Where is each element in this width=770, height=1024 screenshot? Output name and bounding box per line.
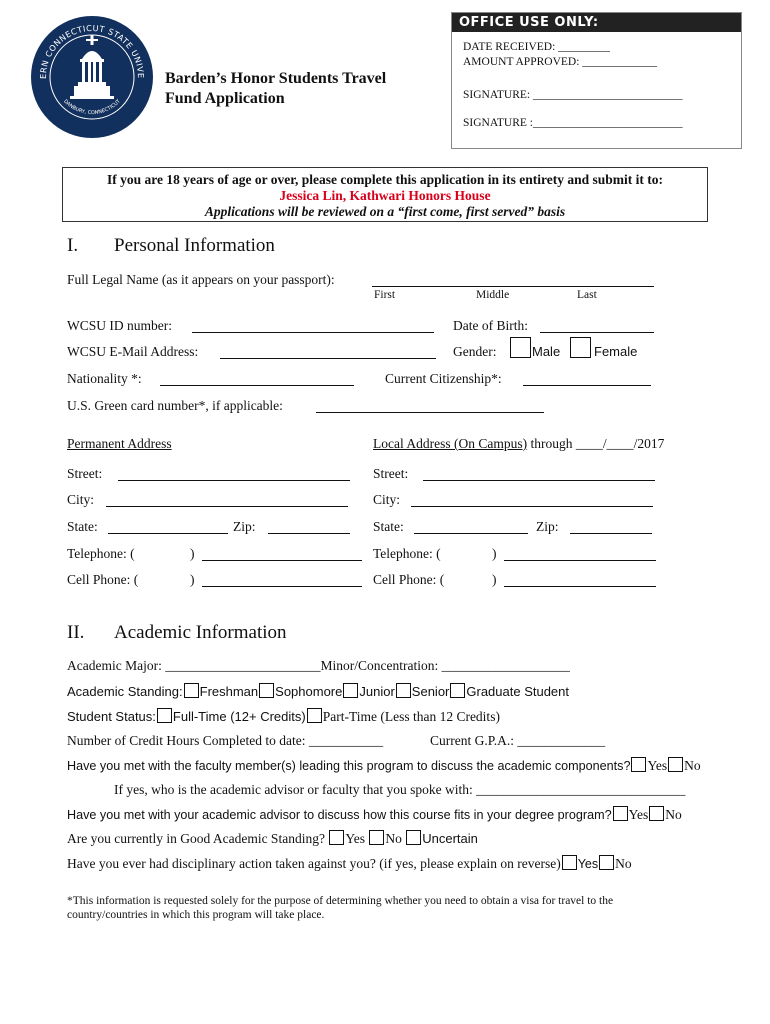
office-use-heading: OFFICE USE ONLY: <box>452 13 741 32</box>
sophomore-label: Sophomore <box>275 684 343 699</box>
academic-standing-row <box>67 683 569 700</box>
dob-input[interactable] <box>540 320 654 333</box>
perm-street-input[interactable] <box>118 468 350 481</box>
advisor-no-checkbox[interactable] <box>649 806 664 821</box>
form-title-line2: Fund Application <box>165 90 285 107</box>
faculty-question-row <box>67 757 701 774</box>
green-card-label: U.S. Green card number*, if applicable: <box>67 398 283 413</box>
dob-label: Date of Birth: <box>453 318 528 333</box>
section-academic-number: II. <box>67 622 85 643</box>
good-standing-row <box>67 830 478 847</box>
svg-text:DANBURY, CONNECTICUT: DANBURY, CONNECTICUT <box>62 98 122 117</box>
perm-city-input[interactable] <box>106 494 348 507</box>
citizenship-label: Current Citizenship*: <box>385 371 502 386</box>
graduate-label: Graduate Student <box>466 684 570 699</box>
full-name-label: Full Legal Name (as it appears on your passport): <box>67 272 335 287</box>
perm-telephone-input[interactable] <box>202 548 362 561</box>
email-input[interactable] <box>220 346 436 359</box>
notice-recipient: Jessica Lin, Kathwari Honors House <box>279 188 491 203</box>
freshman-label: Freshman <box>199 684 259 699</box>
visa-footnote-line1: *This information is requested solely for the purpose of determining whether you need to obtain a visa for travel to the <box>67 895 614 907</box>
local-zip-label: Zip: <box>536 519 559 534</box>
advisor-no-label: No <box>665 807 682 822</box>
junior-checkbox[interactable] <box>343 683 358 698</box>
disciplinary-no-label: No <box>615 856 632 871</box>
last-name-caption: Last <box>577 289 597 301</box>
credit-hours-field[interactable]: Number of Credit Hours Completed to date: ___________ <box>67 733 384 748</box>
sophomore-checkbox[interactable] <box>259 683 274 698</box>
gender-female-option[interactable] <box>569 337 637 360</box>
part-time-checkbox[interactable] <box>307 708 322 723</box>
disciplinary-row <box>67 855 632 872</box>
faculty-question-label: Have you met with the faculty member(s) leading this program to discuss the academic components? <box>67 759 631 773</box>
advisor-question-row <box>67 806 682 823</box>
notice-line1: If you are 18 years of age or over, please complete this application in its entirety and submit it to: <box>107 172 663 187</box>
gender-male-checkbox[interactable] <box>510 337 531 358</box>
senior-checkbox[interactable] <box>396 683 411 698</box>
local-telephone-paren: ) <box>492 546 497 561</box>
good-standing-label: Are you currently in Good Academic Standing? <box>67 831 325 846</box>
section-personal-number: I. <box>67 235 79 256</box>
good-standing-yes-checkbox[interactable] <box>329 830 344 845</box>
form-title-line1: Barden’s Honor Students Travel <box>165 70 387 87</box>
nationality-input[interactable] <box>160 373 354 386</box>
good-standing-yes-label: Yes <box>345 831 365 846</box>
perm-telephone-paren: ) <box>190 546 195 561</box>
local-state-input[interactable] <box>414 521 528 534</box>
local-address-dates[interactable]: through ____/____/2017 <box>530 436 665 451</box>
local-telephone-label: Telephone: ( <box>373 546 441 561</box>
perm-cell-paren: ) <box>190 572 195 587</box>
faculty-yes-checkbox[interactable] <box>631 757 646 772</box>
good-standing-uncertain-checkbox[interactable] <box>406 830 421 845</box>
student-status-row <box>67 708 500 725</box>
permanent-address-heading: Permanent Address <box>67 436 172 451</box>
visa-footnote-line2: country/countries in which this program will take place. <box>67 909 325 921</box>
visa-footnote <box>67 894 613 922</box>
perm-cell-input[interactable] <box>202 574 362 587</box>
faculty-yes-label: Yes <box>647 758 668 773</box>
perm-telephone-label: Telephone: ( <box>67 546 135 561</box>
faculty-followup-field[interactable]: If yes, who is the academic advisor or faculty that you spoke with: _______________________________ <box>114 782 686 797</box>
local-cell-input[interactable] <box>504 574 656 587</box>
gender-male-option[interactable] <box>509 337 560 360</box>
full-name-input[interactable] <box>372 274 654 287</box>
good-standing-no-checkbox[interactable] <box>369 830 384 845</box>
advisor-yes-checkbox[interactable] <box>613 806 628 821</box>
nationality-label: Nationality *: <box>67 371 142 386</box>
gender-female-label: Female <box>594 344 638 359</box>
perm-city-label: City: <box>67 492 95 507</box>
notice-line3: Applications will be reviewed on a “first come, first served” basis <box>204 204 566 219</box>
good-standing-uncertain-label: Uncertain <box>422 831 478 846</box>
gender-label: Gender: <box>453 344 497 359</box>
perm-state-input[interactable] <box>108 521 228 534</box>
local-zip-input[interactable] <box>570 521 652 534</box>
citizenship-input[interactable] <box>523 373 651 386</box>
svg-text:WESTERN CONNECTICUT STATE UNIV: ERN CONNECTICUT STATE UNIVE <box>37 22 147 80</box>
local-city-label: City: <box>373 492 401 507</box>
wcsu-id-label: WCSU ID number: <box>67 318 172 333</box>
perm-state-label: State: <box>67 519 98 534</box>
date-received-field[interactable]: DATE RECEIVED: _________ <box>463 41 610 53</box>
perm-zip-label: Zip: <box>233 519 256 534</box>
faculty-no-label: No <box>684 758 701 773</box>
local-cell-paren: ) <box>492 572 497 587</box>
green-card-input[interactable] <box>316 400 544 413</box>
perm-zip-input[interactable] <box>268 521 350 534</box>
amount-approved-field[interactable]: AMOUNT APPROVED: _____________ <box>463 56 658 68</box>
freshman-checkbox[interactable] <box>184 683 199 698</box>
office-use-box <box>451 12 742 149</box>
faculty-no-checkbox[interactable] <box>668 757 683 772</box>
disciplinary-yes-label: Yes <box>577 857 599 871</box>
middle-name-caption: Middle <box>476 289 510 301</box>
gender-female-checkbox[interactable] <box>570 337 591 358</box>
university-seal <box>30 15 154 139</box>
good-standing-no-label: No <box>385 831 402 846</box>
senior-label: Senior <box>411 684 450 699</box>
local-city-input[interactable] <box>411 494 653 507</box>
graduate-checkbox[interactable] <box>450 683 465 698</box>
local-telephone-input[interactable] <box>504 548 656 561</box>
junior-label: Junior <box>359 684 395 699</box>
local-address-label: Local Address (On Campus) <box>373 436 528 451</box>
disciplinary-yes-checkbox[interactable] <box>562 855 577 870</box>
local-cell-label: Cell Phone: ( <box>373 572 445 587</box>
perm-street-label: Street: <box>67 466 103 481</box>
disciplinary-question-label: Have you ever had disciplinary action taken against you? (if yes, please explain on reverse) <box>67 856 561 871</box>
signature-field-2[interactable]: SIGNATURE :__________________________ <box>463 117 683 129</box>
gpa-field[interactable]: Current G.P.A.: _____________ <box>430 733 606 748</box>
local-street-input[interactable] <box>423 468 655 481</box>
advisor-yes-label: Yes <box>628 807 649 822</box>
perm-cell-label: Cell Phone: ( <box>67 572 139 587</box>
first-name-caption: First <box>374 289 396 301</box>
signature-field-1[interactable]: SIGNATURE: __________________________ <box>463 89 683 101</box>
section-personal-heading: Personal Information <box>114 235 275 256</box>
student-status-label: Student Status: <box>67 709 156 724</box>
academic-standing-label: Academic Standing: <box>67 684 183 699</box>
part-time-label: Part-Time (Less than 12 Credits) <box>322 709 500 724</box>
full-time-label: Full-Time (12+ Credits) <box>172 709 306 724</box>
wcsu-id-input[interactable] <box>192 320 434 333</box>
submission-notice <box>62 167 708 222</box>
email-label: WCSU E-Mail Address: <box>67 344 199 359</box>
full-time-checkbox[interactable] <box>157 708 172 723</box>
local-state-label: State: <box>373 519 404 534</box>
section-academic-heading: Academic Information <box>114 622 287 643</box>
major-minor-field[interactable]: Academic Major: _______________________Minor/Concentration: ___________________ <box>67 658 570 673</box>
local-street-label: Street: <box>373 466 409 481</box>
gender-male-label: Male <box>532 344 561 359</box>
local-address-heading <box>373 436 664 452</box>
disciplinary-no-checkbox[interactable] <box>599 855 614 870</box>
advisor-question-label: Have you met with your academic advisor to discuss how this course fits in your degree program? <box>67 808 612 822</box>
form-title <box>165 69 386 109</box>
